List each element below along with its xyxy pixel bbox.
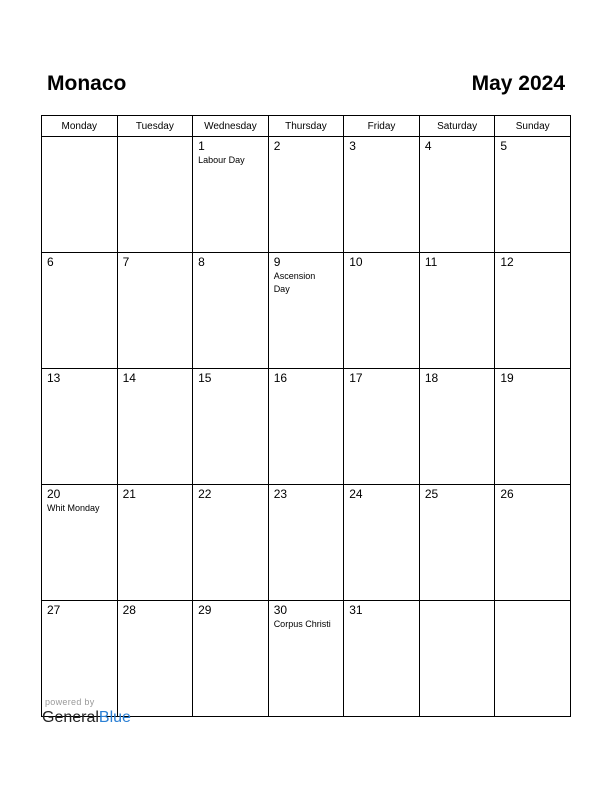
day-cell [268,137,344,253]
weekday-header: Sunday [495,116,571,137]
day-cell [42,137,118,253]
day-cell [495,601,571,717]
day-cell [344,137,420,253]
day-number: 23 [273,487,288,501]
day-cell [344,485,420,601]
day-number: 25 [424,487,439,501]
day-number: 31 [349,603,363,617]
week-row [42,137,571,253]
day-cell [344,601,420,717]
day-cell [419,137,495,253]
holiday-label: Whit Monday [47,503,100,513]
day-cell [419,369,495,485]
week-row [42,601,571,717]
powered-by-text: powered by [45,697,95,707]
day-number: 24 [349,487,363,501]
day-number: 5 [500,139,508,153]
day-cell [344,253,420,369]
day-number: 17 [349,371,363,385]
day-cell [193,601,269,717]
day-cell [419,485,495,601]
day-cell [42,485,118,601]
day-cell [117,601,193,717]
day-number: 20 [47,487,61,501]
day-number: 9 [273,255,281,269]
day-number: 15 [198,371,212,385]
day-cell [344,369,420,485]
day-number: 4 [424,139,432,153]
day-cell [495,137,571,253]
weekday-header-row [42,116,571,137]
day-cell [117,485,193,601]
day-cell [42,369,118,485]
day-number: 14 [122,371,136,385]
day-number: 27 [47,603,61,617]
week-row [42,253,571,369]
day-number: 2 [273,139,281,153]
holiday-label: Corpus Christi [273,619,331,629]
generalblue-logo[interactable] [42,708,131,728]
day-cell [193,485,269,601]
day-number: 8 [198,255,205,269]
weekday-header: Wednesday [193,116,269,137]
day-number: 18 [424,371,439,385]
day-number: 11 [424,255,438,269]
day-number: 28 [122,603,136,617]
day-number: 16 [273,371,288,385]
day-cell [268,485,344,601]
brand-blue-text: Blue [98,709,131,726]
holiday-label: Labour Day [198,155,245,165]
day-number: 13 [47,371,61,385]
day-number: 30 [273,603,288,617]
calendar-grid [41,115,571,717]
day-number: 19 [500,371,514,385]
day-cell [268,369,344,485]
weekday-header: Saturday [419,116,495,137]
day-number: 7 [122,255,130,269]
day-cell [117,253,193,369]
day-number: 29 [198,603,212,617]
brand-general-text: General [42,709,99,726]
day-cell [193,253,269,369]
day-cell [193,369,269,485]
weekday-header: Tuesday [117,116,193,137]
day-cell [268,253,344,369]
day-cell [495,485,571,601]
week-row [42,369,571,485]
day-cell [419,601,495,717]
day-cell [268,601,344,717]
day-cell [117,369,193,485]
day-cell [419,253,495,369]
weekday-header: Friday [344,116,420,137]
weekday-header: Thursday [268,116,344,137]
day-cell [117,137,193,253]
day-number: 6 [47,255,54,269]
day-number: 1 [198,139,205,153]
day-cell [495,369,571,485]
day-number: 21 [122,487,136,501]
day-number: 26 [500,487,514,501]
month-year-title: May 2024 [471,72,565,95]
day-number: 10 [349,255,363,269]
week-row [42,485,571,601]
day-cell [193,137,269,253]
weekday-header: Monday [42,116,118,137]
day-number: 22 [198,487,212,501]
country-title: Monaco [47,72,127,95]
holiday-label: Ascension Day [273,271,316,294]
day-cell [495,253,571,369]
day-number: 3 [349,139,356,153]
day-number: 12 [500,255,514,269]
day-cell [42,253,118,369]
